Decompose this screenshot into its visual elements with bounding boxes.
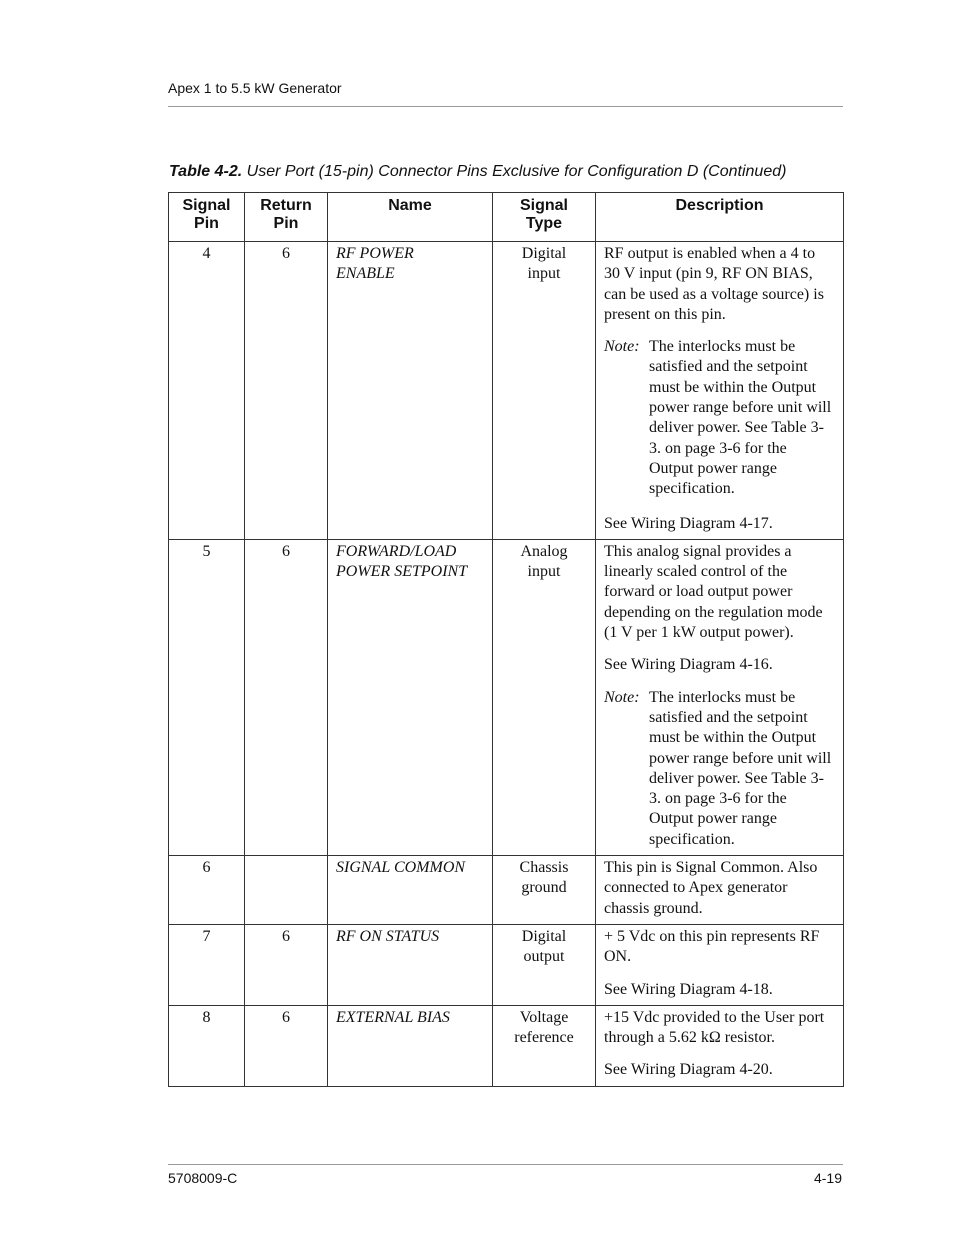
signal-name-cell: RF POWER ENABLE <box>328 242 493 540</box>
return-pin-cell: 6 <box>245 924 328 1005</box>
signal-pin-cell: 4 <box>169 242 245 540</box>
note-label: Note: <box>604 338 640 356</box>
connector-pin-table <box>168 192 844 1087</box>
description-cell <box>596 1005 844 1086</box>
signal-type-cell: Analog input <box>493 539 596 855</box>
signal-pin-cell: 5 <box>169 539 245 855</box>
table-row <box>169 924 844 1005</box>
header-divider <box>168 106 843 107</box>
signal-type-cell: Chassis ground <box>493 856 596 925</box>
note-text: The interlocks must be satisfied and the setpoint must be within the Output power range before unit will deliver power. See Table 3-3. on page 3-6 for the Output power range specification. <box>649 338 832 498</box>
note-block <box>604 688 835 850</box>
note-label: Note: <box>604 688 640 706</box>
wiring-reference: See Wiring Diagram 4-16. <box>604 656 773 674</box>
table-header-row <box>169 193 844 242</box>
description-cell <box>596 856 844 925</box>
header-return-pin: Return Pin <box>245 193 328 242</box>
return-pin-cell <box>245 856 328 925</box>
description-cell <box>596 539 844 855</box>
footer-page-number: 4-19 <box>813 1170 842 1186</box>
description-text: + 5 Vdc on this pin represents RF ON. <box>604 927 820 966</box>
wiring-reference: See Wiring Diagram 4-17. <box>604 514 773 532</box>
return-pin-cell: 6 <box>245 539 328 855</box>
header-description: Description <box>596 193 844 242</box>
table-caption <box>169 163 859 181</box>
signal-name-cell: RF ON STATUS <box>328 924 493 1005</box>
running-header-title: Apex 1 to 5.5 kW Generator <box>168 80 342 96</box>
description-text: +15 Vdc provided to the User port through a 5.62 kΩ resistor. <box>604 1008 825 1047</box>
header-name: Name <box>328 193 493 242</box>
signal-pin-cell: 6 <box>169 856 245 925</box>
return-pin-cell: 6 <box>245 1005 328 1086</box>
signal-type-cell: Voltage reference <box>493 1005 596 1086</box>
signal-name-cell: FORWARD/LOAD POWER SETPOINT <box>328 539 493 855</box>
wiring-reference: See Wiring Diagram 4-20. <box>604 1061 773 1079</box>
header-signal-type: Signal Type <box>493 193 596 242</box>
signal-pin-cell: 7 <box>169 924 245 1005</box>
table-row <box>169 242 844 540</box>
footer-document-number: 5708009-C <box>168 1170 238 1186</box>
description-text: This pin is Signal Common. Also connected to Apex generator chassis ground. <box>604 859 818 917</box>
table-row <box>169 856 844 925</box>
table-row <box>169 1005 844 1086</box>
description-text: This analog signal provides a linearly scaled control of the forward or load output power depending on the regulation mode (1 V per 1 kW output power). <box>604 542 823 642</box>
note-block <box>604 337 835 499</box>
signal-name-cell: EXTERNAL BIAS <box>328 1005 493 1086</box>
table-row <box>169 539 844 855</box>
description-cell <box>596 242 844 540</box>
wiring-reference: See Wiring Diagram 4-18. <box>604 980 773 998</box>
description-text: RF output is enabled when a 4 to 30 V input (pin 9, RF ON BIAS, can be used as a voltage source) is present on this pin. <box>604 245 824 323</box>
signal-type-cell: Digital output <box>493 924 596 1005</box>
footer-divider <box>168 1164 843 1165</box>
table-caption-text: User Port (15-pin) Connector Pins Exclusive for Configuration D (Continued) <box>242 163 787 180</box>
description-cell <box>596 924 844 1005</box>
table-caption-label: Table 4-2. <box>169 163 243 180</box>
return-pin-cell: 6 <box>245 242 328 540</box>
signal-pin-cell: 8 <box>169 1005 245 1086</box>
header-signal-pin: Signal Pin <box>169 193 245 242</box>
note-text: The interlocks must be satisfied and the setpoint must be within the Output power range before unit will deliver power. See Table 3-3. on page 3-6 for the Output power range specification. <box>649 688 832 848</box>
signal-type-cell: Digital input <box>493 242 596 540</box>
signal-name-cell: SIGNAL COMMON <box>328 856 493 925</box>
